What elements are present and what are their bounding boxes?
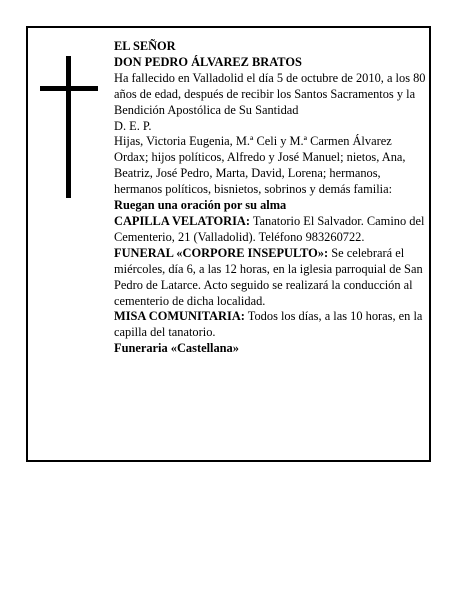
prayer-request: Ruegan una oración por su alma [114,198,287,213]
mass-label: MISA COMUNITARIA: [114,309,245,324]
mass-info [114,309,426,341]
mass-text: Todos los días, a las 10 horas, en la capilla del tanatorio. [114,309,423,340]
obituary-text [114,39,426,357]
obituary-notice [26,26,431,462]
rest-in-peace: D. E. P. [114,118,152,133]
chapel-label: CAPILLA VELATORIA: [114,213,250,228]
death-announcement: Ha fallecido en Valladolid el día 5 de octubre de 2010, a los 80 años de edad, después de recibir los Santos Sacramentos y la Bendición Apostólica de Su Santidad [114,70,426,117]
chapel-info [114,214,426,246]
cross-horizontal-bar [40,86,98,91]
chapel-text: Tanatorio El Salvador. Camino del Cementerio, 21 (Valladolid). Teléfono 983260722. [114,213,425,244]
funeral-home: Funeraria «Castellana» [114,341,239,356]
funeral-label: FUNERAL «CORPORE INSEPULTO»: [114,245,329,260]
family-list: Hijas, Victoria Eugenia, M.ª Celi y M.ª Carmen Álvarez Ordax; hijos políticos, Alfredo y José Manuel; nietos, Ana, Beatriz, José Pedro, Marta, David, Lorena; hermanos, hermanos políticos, bisnietos, sobrinos y demás familia: [114,134,406,197]
funeral-info [114,246,426,310]
notice-title: EL SEÑOR [114,39,176,53]
deceased-name: DON PEDRO ÁLVAREZ BRATOS [114,54,302,69]
cross-icon [40,56,100,198]
funeral-text: Se celebrará el miércoles, día 6, a las 12 horas, en la iglesia parroquial de San Pedro de Latarce. Acto seguido se realizará la conducción al cementerio de dicha localidad. [114,245,423,308]
cross-vertical-bar [66,56,71,198]
